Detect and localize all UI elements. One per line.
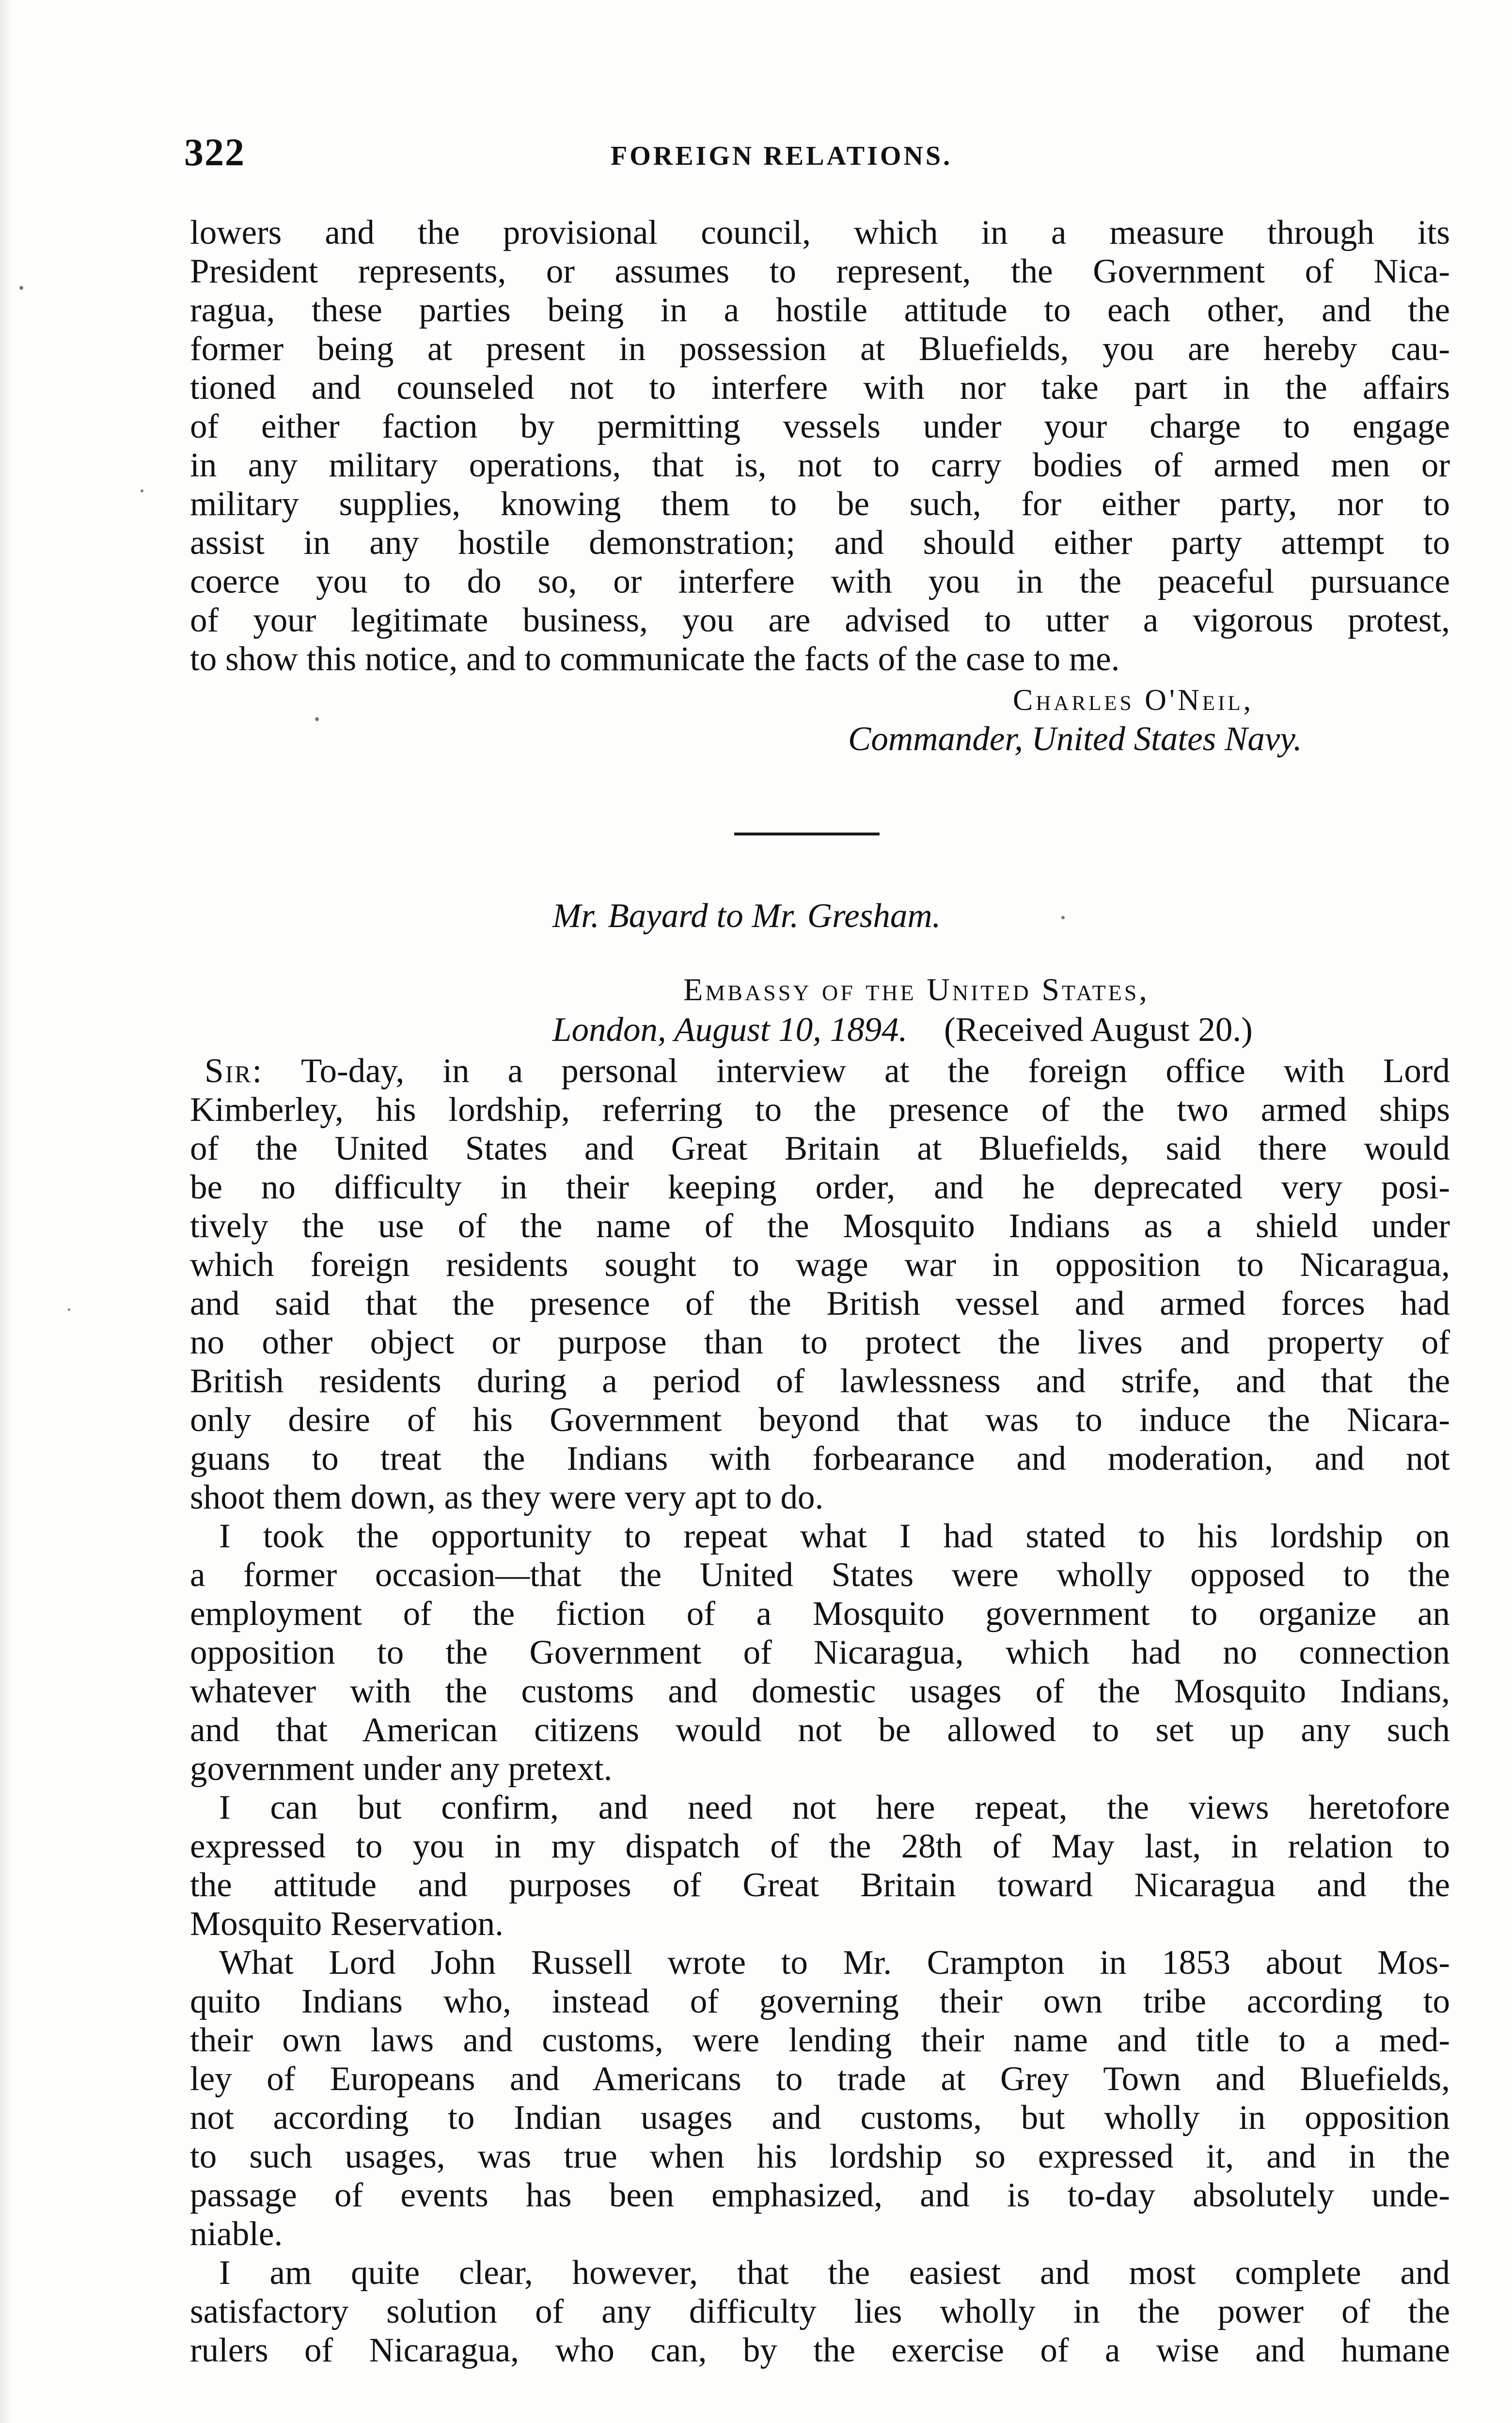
text-line: which foreign residents sought to wage war in opposition to Nicaragua, [190, 1246, 1450, 1284]
text-line: military supplies, knowing them to be such, for either party, nor to [190, 485, 1450, 523]
first-line-text: To-day, in a personal interview at the foreign office with Lord [301, 1052, 1450, 1090]
running-title: FOREIGN RELATIONS. [611, 141, 953, 171]
text-line [195, 1052, 1450, 1090]
text-line: of the United States and Great Britain at Bluefields, said there would [190, 1130, 1450, 1167]
text-line: coerce you to do so, or interfere with you in the peaceful pursuance [190, 563, 1450, 600]
page-number: 322 [184, 131, 245, 174]
text-line: lowers and the provisional council, which in a measure through its [190, 214, 1450, 252]
text-line: quito Indians who, instead of governing their own tribe according to [190, 1982, 1450, 2020]
text-line: niable. [190, 2215, 283, 2253]
running-head [184, 131, 1454, 184]
letter-date-place: London, August 10, 1894. [552, 1011, 908, 1049]
text-line: I can but confirm, and need not here repeat, the views heretofore [219, 1789, 1450, 1826]
scan-speck [68, 1308, 70, 1311]
text-line: ley of Europeans and Americans to trade at Grey Town and Bluefields, [190, 2060, 1450, 2098]
text-line: former being at present in possession at Bluefields, you are hereby cau- [190, 330, 1450, 368]
text-line: no other object or purpose than to protect the lives and property of [190, 1323, 1450, 1361]
text-line: British residents during a period of lawlessness and strife, and that the [190, 1362, 1450, 1400]
text-line: of your legitimate business, you are advised to utter a vigorous protest, [190, 601, 1450, 639]
text-line: and that American citizens would not be allowed to set up any such [190, 1711, 1450, 1749]
text-line: whatever with the customs and domestic usages of the Mosquito Indians, [190, 1672, 1450, 1710]
text-line: President represents, or assumes to represent, the Government of Nica- [190, 252, 1450, 290]
text-line: shoot them down, as they were very apt to do. [190, 1479, 824, 1516]
letter-received: (Received August 20.) [944, 1011, 1253, 1049]
text-line: Mosquito Reservation. [190, 1905, 504, 1943]
text-line: in any military operations, that is, not to carry bodies of armed men or [190, 446, 1450, 484]
text-line: opposition to the Government of Nicaragua, which had no connection [190, 1634, 1450, 1671]
text-line: tively the use of the name of the Mosquito Indians as a shield under [190, 1207, 1450, 1245]
text-line: expressed to you in my dispatch of the 28th of May last, in relation to [190, 1827, 1450, 1865]
text-line: I took the opportunity to repeat what I had stated to his lordship on [219, 1517, 1450, 1555]
text-line: guans to treat the Indians with forbearance and moderation, and not [190, 1440, 1450, 1478]
text-line: Kimberley, his lordship, referring to the presence of the two armed ships [190, 1091, 1450, 1129]
scan-speck [19, 286, 23, 290]
section-divider [734, 833, 880, 835]
text-line: be no difficulty in their keeping order, and he deprecated very posi- [190, 1168, 1450, 1206]
text-line: to show this notice, and to communicate the facts of the case to me. [190, 640, 1120, 678]
letter-dateline [552, 1010, 1253, 1050]
text-line: to such usages, was true when his lordship so expressed it, and in the [190, 2138, 1450, 2175]
text-line: rulers of Nicaragua, who can, by the exercise of a wise and humane [190, 2331, 1450, 2369]
text-line: assist in any hostile demonstration; and should either party attempt to [190, 524, 1450, 562]
signature-name: Charles O'Neil, [1013, 684, 1254, 717]
signature-title: Commander, United States Navy. [848, 720, 1302, 758]
text-line: I am quite clear, however, that the easiest and most complete and [219, 2254, 1450, 2292]
text-line: their own laws and customs, were lending their name and title to a med- [190, 2021, 1450, 2059]
text-line: tioned and counseled not to interfere with nor take part in the affairs [190, 369, 1450, 407]
text-line: a former occasion—that the United States were wholly opposed to the [190, 1556, 1450, 1594]
text-line: government under any pretext. [190, 1750, 613, 1788]
text-line: of either faction by permitting vessels under your charge to engage [190, 408, 1450, 445]
letter-salutation: Sir: [205, 1052, 264, 1090]
text-line: satisfactory solution of any difficulty lies wholly in the power of the [190, 2293, 1450, 2330]
letter-embassy: Embassy of the United States, [683, 972, 1150, 1007]
text-line: ragua, these parties being in a hostile attitude to each other, and the [190, 291, 1450, 329]
scan-speck [141, 489, 143, 492]
letter-heading: Mr. Bayard to Mr. Gresham. [552, 897, 941, 935]
text-line: not according to Indian usages and customs, but wholly in opposition [190, 2099, 1450, 2137]
text-line: employment of the fiction of a Mosquito government to organize an [190, 1595, 1450, 1633]
scan-speck [1061, 916, 1065, 919]
text-line: passage of events has been emphasized, and is to-day absolutely unde- [190, 2176, 1450, 2214]
scan-edge-shadow [0, 0, 12, 2423]
text-line: What Lord John Russell wrote to Mr. Crampton in 1853 about Mos- [219, 1944, 1450, 1982]
text-line: the attitude and purposes of Great Britain toward Nicaragua and the [190, 1866, 1450, 1904]
text-line: and said that the presence of the British vessel and armed forces had [190, 1285, 1450, 1322]
text-line: only desire of his Government beyond that was to induce the Nicara- [190, 1401, 1450, 1439]
scan-speck [315, 717, 319, 721]
